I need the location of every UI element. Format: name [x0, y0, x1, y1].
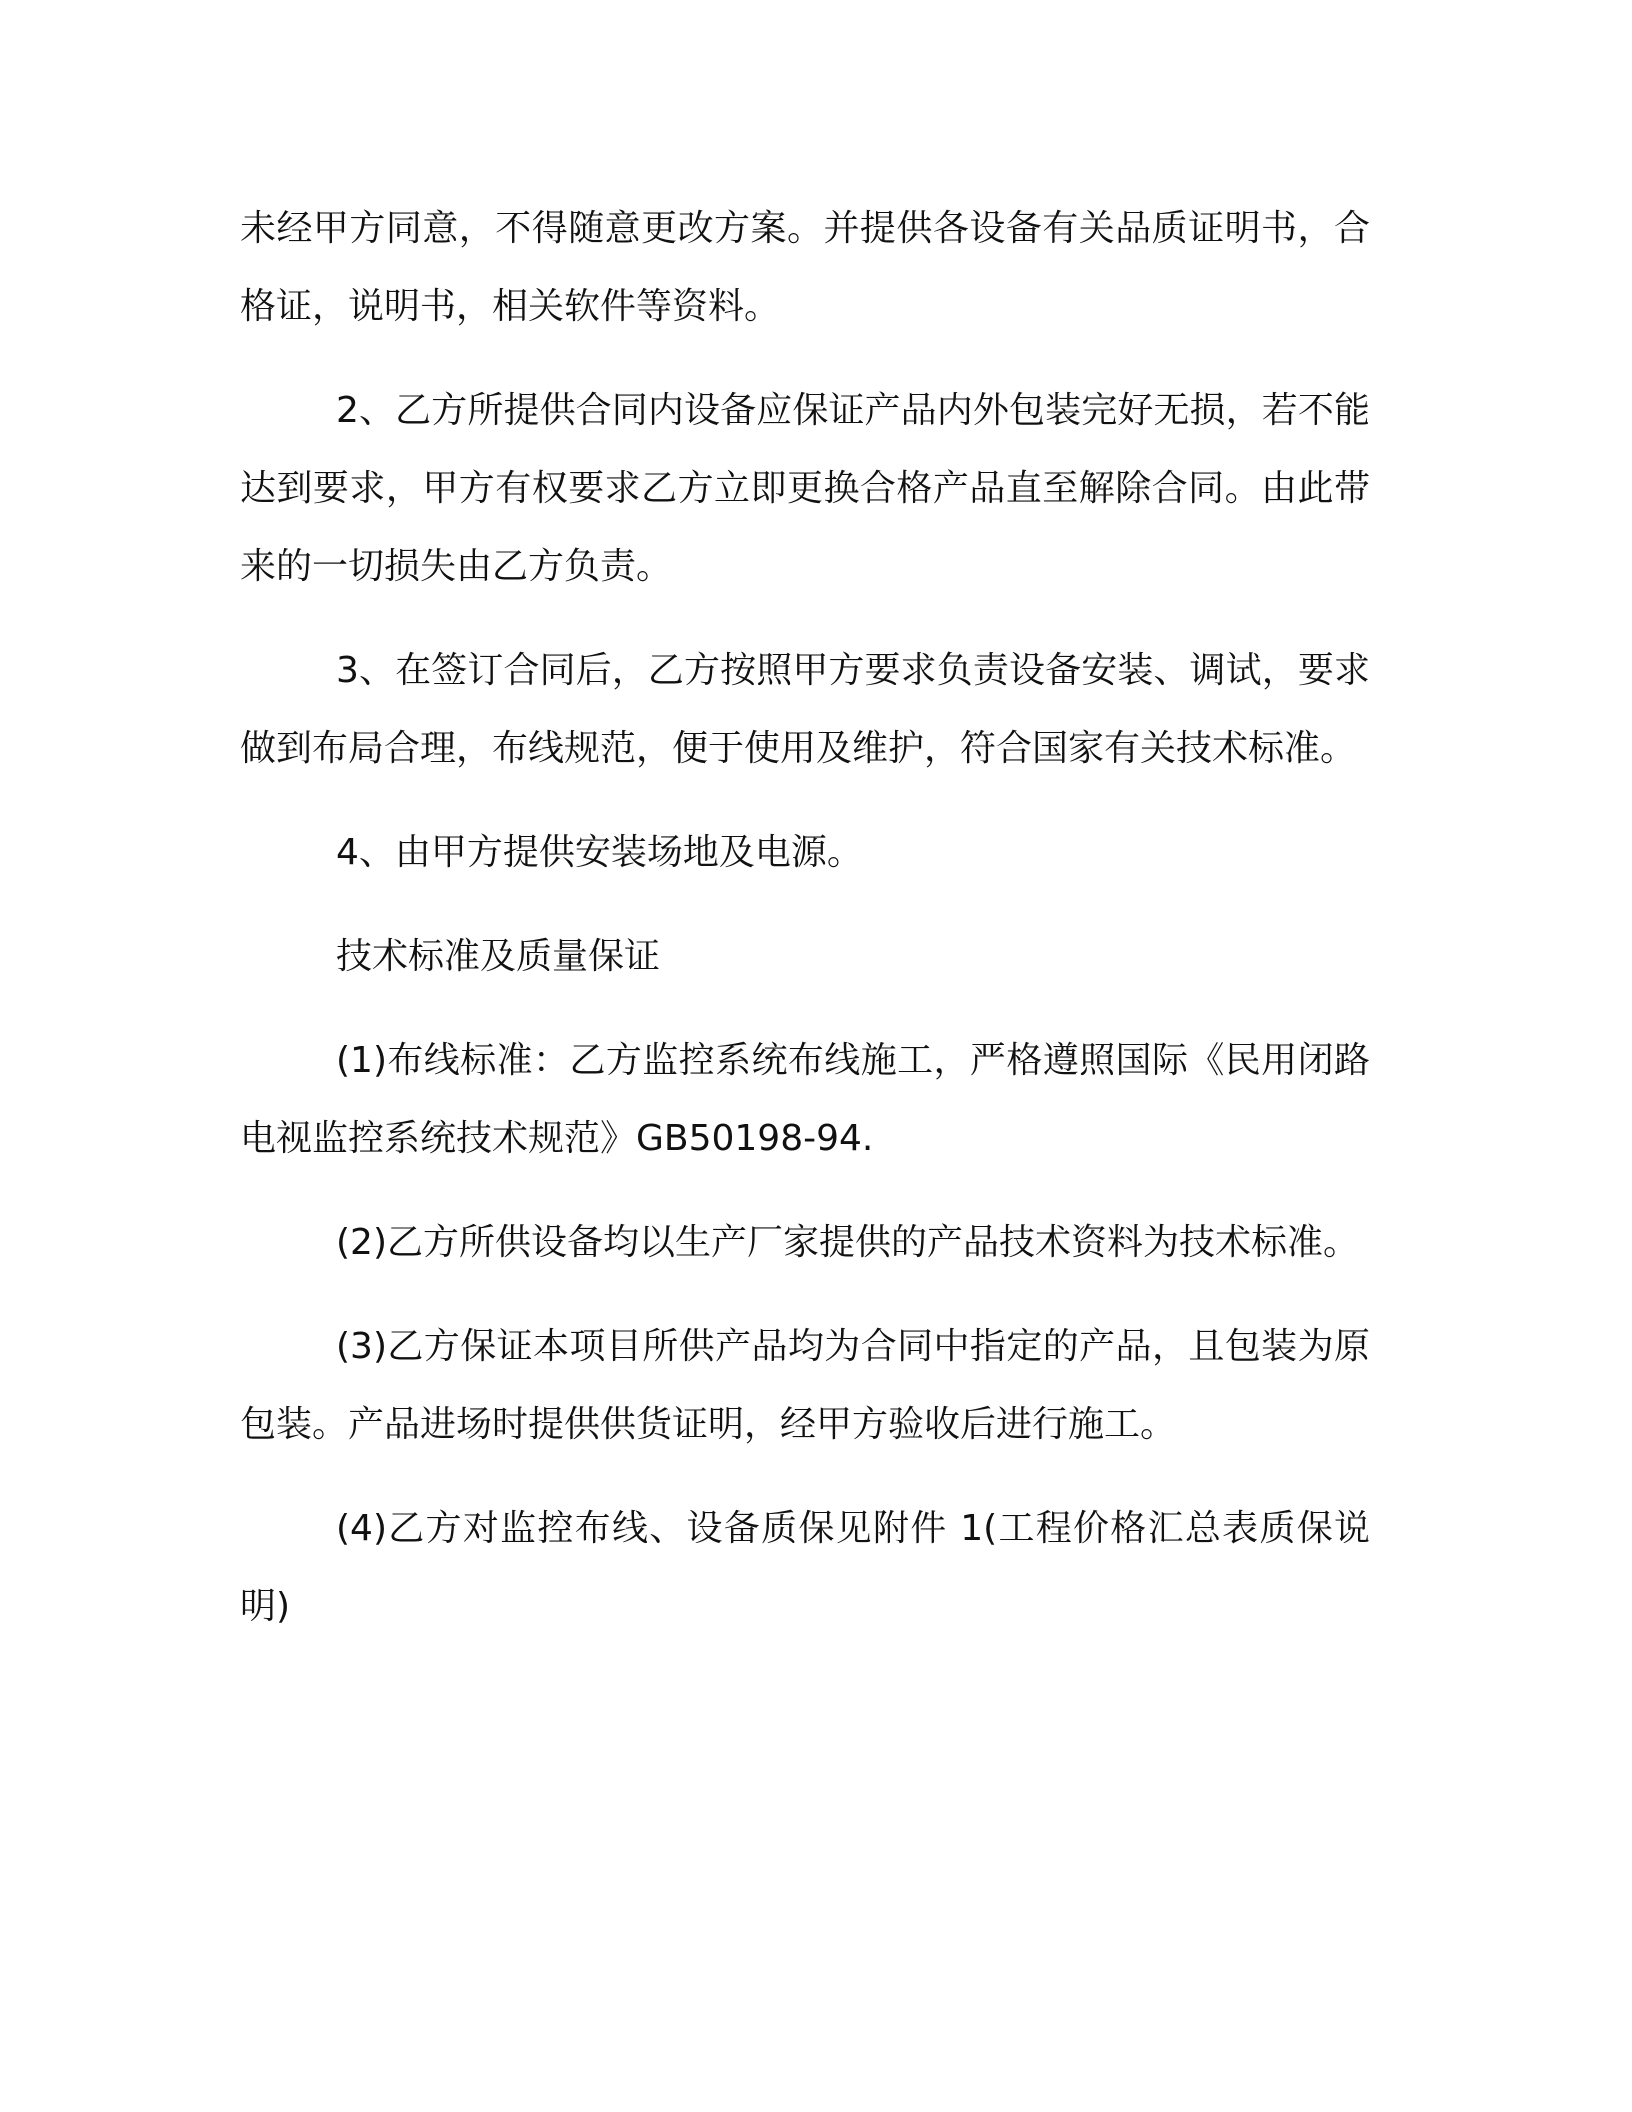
paragraph-clause-4: 4、由甲方提供安装场地及电源。	[336, 832, 863, 873]
paragraph-clause-2: 2、乙方所提供合同内设备应保证产品内外包装完好无损，若不能达到要求，甲方有权要求乙方立即更换合格产品直至解除合同。由此带来的一切损失由乙方负责。	[240, 390, 1370, 587]
document-body	[240, 190, 1370, 1672]
paragraph-standard-3: (3)乙方保证本项目所供产品均为合同中指定的产品，且包装为原包装。产品进场时提供供货证明，经甲方验收后进行施工。	[240, 1326, 1370, 1445]
paragraph-standard-4: (4)乙方对监控布线、设备质保见附件 1(工程价格汇总表质保说明)	[240, 1508, 1370, 1627]
paragraph-clause-3: 3、在签订合同后，乙方按照甲方要求负责设备安装、调试，要求做到布局合理，布线规范，便于使用及维护，符合国家有关技术标准。	[240, 650, 1370, 769]
paragraph-continuation: 未经甲方同意，不得随意更改方案。并提供各设备有关品质证明书，合格证，说明书，相关软件等资料。	[240, 208, 1370, 327]
section-heading: 技术标准及质量保证	[336, 936, 661, 977]
paragraph-standard-2: (2)乙方所供设备均以生产厂家提供的产品技术资料为技术标准。	[336, 1222, 1359, 1263]
paragraph-standard-1: (1)布线标准：乙方监控系统布线施工，严格遵照国际《民用闭路电视监控系统技术规范》GB50198-94.	[240, 1040, 1370, 1159]
